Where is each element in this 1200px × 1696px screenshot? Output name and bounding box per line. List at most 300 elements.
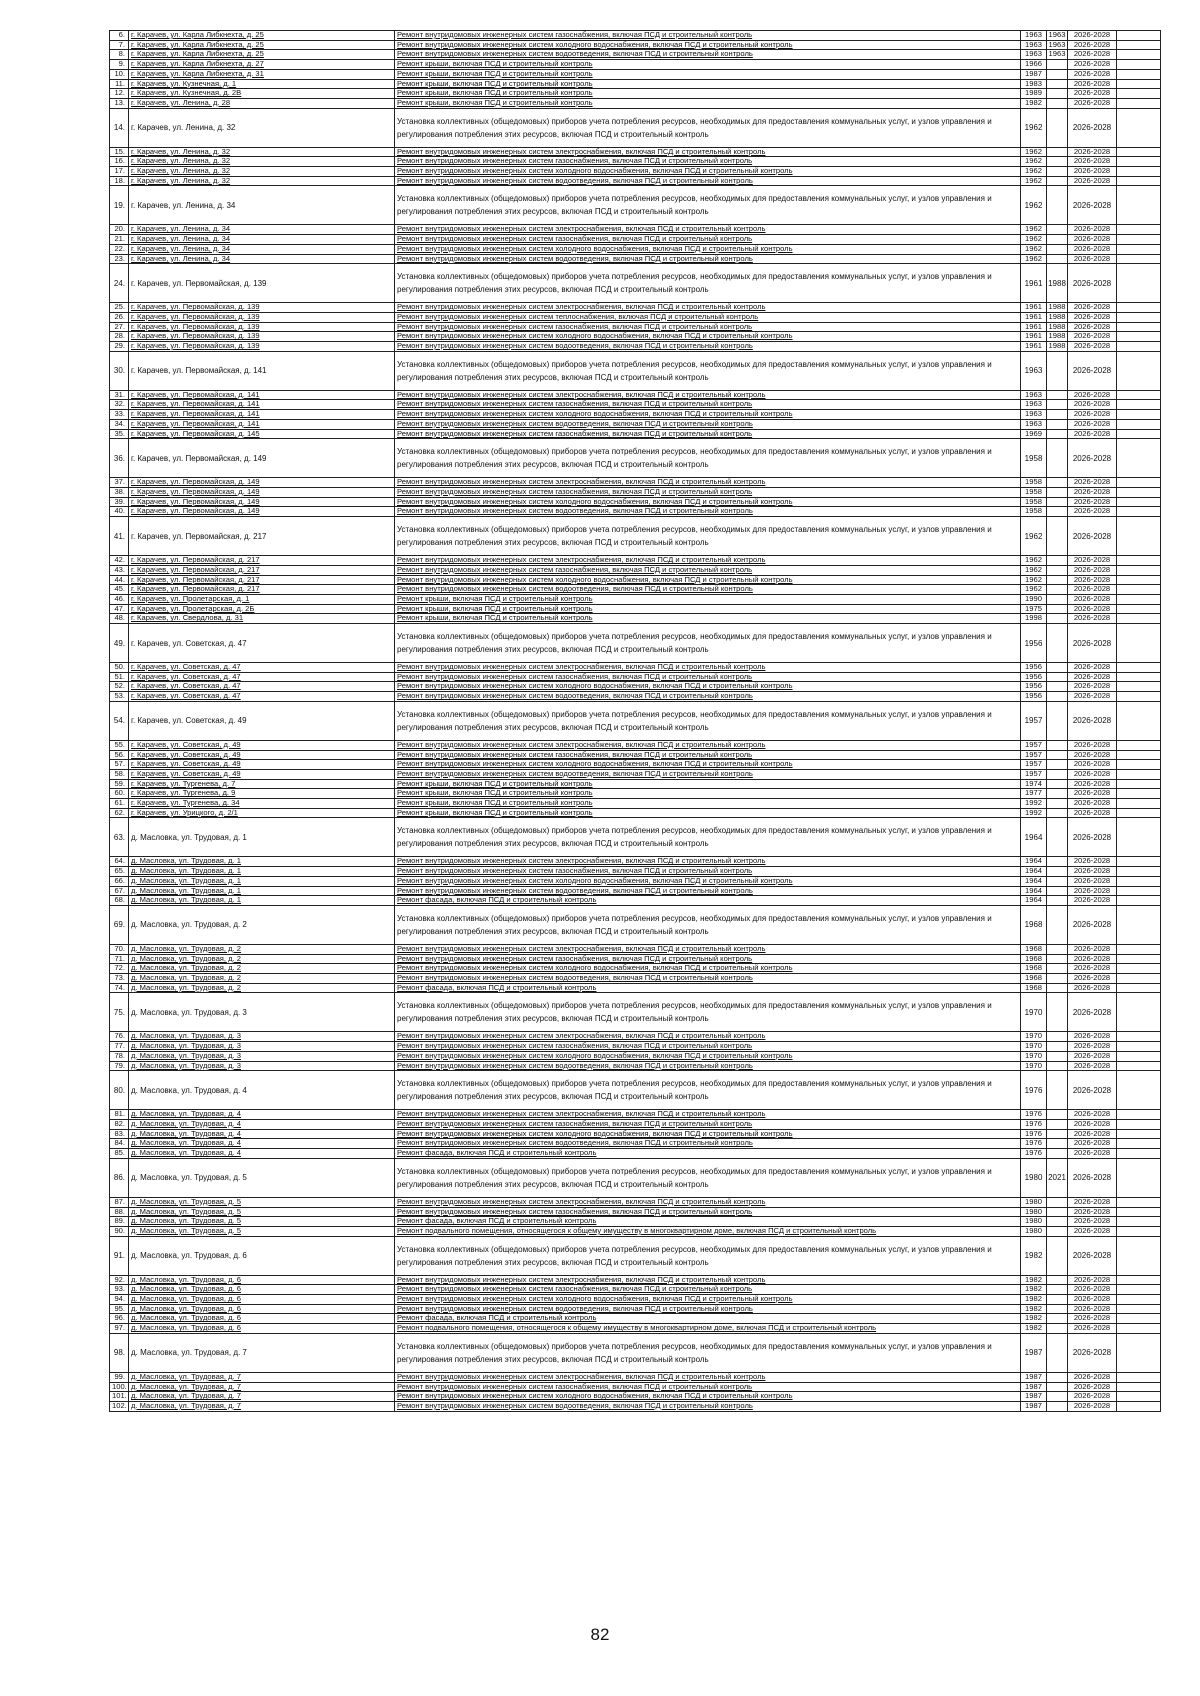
empty-cell	[1117, 808, 1161, 818]
row-number: 68.	[110, 896, 129, 906]
empty-cell	[1117, 663, 1161, 673]
build-year-cell: 1968	[1021, 964, 1047, 974]
table-row	[110, 60, 1161, 70]
empty-cell	[1117, 235, 1161, 245]
empty-cell	[1117, 439, 1161, 478]
build-year-cell: 1961	[1021, 332, 1047, 342]
address-cell: г. Карачев, ул. Советская, д. 47	[129, 672, 395, 682]
last-repair-year-cell	[1047, 98, 1068, 108]
build-year-cell: 1964	[1021, 896, 1047, 906]
row-number: 98.	[110, 1333, 129, 1372]
last-repair-year-cell	[1047, 983, 1068, 993]
last-repair-year-cell: 1988	[1047, 312, 1068, 322]
empty-cell	[1117, 390, 1161, 400]
empty-cell	[1117, 244, 1161, 254]
row-number: 7.	[110, 40, 129, 50]
last-repair-year-cell	[1047, 944, 1068, 954]
table-row	[110, 1304, 1161, 1314]
planned-period-cell: 2026-2028	[1068, 507, 1117, 517]
row-number: 61.	[110, 799, 129, 809]
build-year-cell: 1963	[1021, 351, 1047, 390]
row-number: 16.	[110, 157, 129, 167]
row-number: 62.	[110, 808, 129, 818]
address-cell: д. Масловка, ул. Трудовая, д. 2	[129, 954, 395, 964]
last-repair-year-cell	[1047, 682, 1068, 692]
table-row	[110, 235, 1161, 245]
row-number: 84.	[110, 1139, 129, 1149]
repair-schedule-table	[109, 30, 1161, 1412]
work-type-cell: Ремонт внутридомовых инженерных систем водоотведения, включая ПСД и строительный контроль	[395, 1401, 1021, 1411]
empty-cell	[1117, 497, 1161, 507]
build-year-cell: 1962	[1021, 235, 1047, 245]
row-number: 55.	[110, 740, 129, 750]
address-cell: г. Карачев, ул. Ленина, д. 32	[129, 108, 395, 147]
work-type-cell: Ремонт внутридомовых инженерных систем холодного водоснабжения, включая ПСД и строительный контроль	[395, 964, 1021, 974]
planned-period-cell: 2026-2028	[1068, 1120, 1117, 1130]
row-number: 82.	[110, 1120, 129, 1130]
row-number: 81.	[110, 1110, 129, 1120]
row-number: 63.	[110, 818, 129, 857]
planned-period-cell: 2026-2028	[1068, 964, 1117, 974]
table-row	[110, 1051, 1161, 1061]
row-number: 100.	[110, 1382, 129, 1392]
work-type-cell: Ремонт внутридомовых инженерных систем электроснабжения, включая ПСД и строительный контроль	[395, 1275, 1021, 1285]
planned-period-cell: 2026-2028	[1068, 1032, 1117, 1042]
empty-cell	[1117, 614, 1161, 624]
empty-cell	[1117, 585, 1161, 595]
build-year-cell: 1987	[1021, 1401, 1047, 1411]
empty-cell	[1117, 692, 1161, 702]
work-type-cell: Ремонт внутридомовых инженерных систем электроснабжения, включая ПСД и строительный контроль	[395, 478, 1021, 488]
address-cell: г. Карачев, ул. Пролетарская, д. 1	[129, 594, 395, 604]
work-type-cell: Ремонт внутридомовых инженерных систем газоснабжения, включая ПСД и строительный контроль	[395, 672, 1021, 682]
row-number: 74.	[110, 983, 129, 993]
row-number: 53.	[110, 692, 129, 702]
last-repair-year-cell	[1047, 993, 1068, 1032]
work-type-cell: Установка коллективных (общедомовых) приборов учета потребления ресурсов, необходимых для предоставления коммунальных услуг, и узлов управления и регулирования потребления этих ресурсов, включая ПСД и строительный контроль	[395, 905, 1021, 944]
planned-period-cell: 2026-2028	[1068, 585, 1117, 595]
build-year-cell: 1957	[1021, 760, 1047, 770]
row-number: 13.	[110, 98, 129, 108]
empty-cell	[1117, 1226, 1161, 1236]
build-year-cell: 1974	[1021, 779, 1047, 789]
row-number: 60.	[110, 789, 129, 799]
table-row	[110, 799, 1161, 809]
address-cell: г. Карачев, ул. Первомайская, д. 217	[129, 575, 395, 585]
planned-period-cell: 2026-2028	[1068, 604, 1117, 614]
table-row	[110, 750, 1161, 760]
planned-period-cell: 2026-2028	[1068, 264, 1117, 303]
address-cell: д. Масловка, ул. Трудовая, д. 1	[129, 886, 395, 896]
work-type-cell: Установка коллективных (общедомовых) приборов учета потребления ресурсов, необходимых для предоставления коммунальных услуг, и узлов управления и регулирования потребления этих ресурсов, включая ПСД и строительный контроль	[395, 439, 1021, 478]
table-row	[110, 1129, 1161, 1139]
build-year-cell: 1963	[1021, 40, 1047, 50]
build-year-cell: 1980	[1021, 1197, 1047, 1207]
last-repair-year-cell	[1047, 692, 1068, 702]
empty-cell	[1117, 1382, 1161, 1392]
empty-cell	[1117, 98, 1161, 108]
work-type-cell: Ремонт фасада, включая ПСД и строительный контроль	[395, 983, 1021, 993]
work-type-cell: Ремонт фасада, включая ПСД и строительный контроль	[395, 1314, 1021, 1324]
build-year-cell: 1968	[1021, 905, 1047, 944]
document-page	[109, 30, 1160, 1412]
build-year-cell: 1976	[1021, 1110, 1047, 1120]
build-year-cell: 1970	[1021, 1042, 1047, 1052]
empty-cell	[1117, 31, 1161, 41]
build-year-cell: 1977	[1021, 789, 1047, 799]
row-number: 96.	[110, 1314, 129, 1324]
planned-period-cell: 2026-2028	[1068, 1401, 1117, 1411]
table-row	[110, 487, 1161, 497]
work-type-cell: Ремонт внутридомовых инженерных систем водоотведения, включая ПСД и строительный контроль	[395, 1139, 1021, 1149]
table-row	[110, 390, 1161, 400]
row-number: 17.	[110, 167, 129, 177]
row-number: 34.	[110, 419, 129, 429]
table-row	[110, 478, 1161, 488]
empty-cell	[1117, 876, 1161, 886]
empty-cell	[1117, 993, 1161, 1032]
table-row	[110, 672, 1161, 682]
table-row	[110, 818, 1161, 857]
address-cell: д. Масловка, ул. Трудовая, д. 5	[129, 1226, 395, 1236]
address-cell: г. Карачев, ул. Ленина, д. 34	[129, 254, 395, 264]
last-repair-year-cell	[1047, 604, 1068, 614]
work-type-cell: Ремонт внутридомовых инженерных систем водоотведения, включая ПСД и строительный контроль	[395, 585, 1021, 595]
row-number: 27.	[110, 322, 129, 332]
work-type-cell: Ремонт внутридомовых инженерных систем водоотведения, включая ПСД и строительный контроль	[395, 342, 1021, 352]
address-cell: д. Масловка, ул. Трудовая, д. 3	[129, 1032, 395, 1042]
build-year-cell: 1961	[1021, 322, 1047, 332]
row-number: 30.	[110, 351, 129, 390]
table-row	[110, 993, 1161, 1032]
work-type-cell: Ремонт внутридомовых инженерных систем электроснабжения, включая ПСД и строительный контроль	[395, 1110, 1021, 1120]
planned-period-cell: 2026-2028	[1068, 944, 1117, 954]
row-number: 39.	[110, 497, 129, 507]
build-year-cell: 1958	[1021, 497, 1047, 507]
empty-cell	[1117, 1061, 1161, 1071]
last-repair-year-cell	[1047, 157, 1068, 167]
empty-cell	[1117, 701, 1161, 740]
work-type-cell: Установка коллективных (общедомовых) приборов учета потребления ресурсов, необходимых для предоставления коммунальных услуг, и узлов управления и регулирования потребления этих ресурсов, включая ПСД и строительный контроль	[395, 186, 1021, 225]
table-row	[110, 40, 1161, 50]
row-number: 32.	[110, 400, 129, 410]
planned-period-cell: 2026-2028	[1068, 974, 1117, 984]
address-cell: г. Карачев, ул. Карла Либкнехта, д. 25	[129, 31, 395, 41]
empty-cell	[1117, 79, 1161, 89]
empty-cell	[1117, 954, 1161, 964]
address-cell: г. Карачев, ул. Первомайская, д. 149	[129, 487, 395, 497]
empty-cell	[1117, 186, 1161, 225]
table-row	[110, 1207, 1161, 1217]
empty-cell	[1117, 575, 1161, 585]
last-repair-year-cell	[1047, 594, 1068, 604]
planned-period-cell: 2026-2028	[1068, 50, 1117, 60]
address-cell: г. Карачев, ул. Советская, д. 47	[129, 682, 395, 692]
last-repair-year-cell	[1047, 517, 1068, 556]
address-cell: г. Карачев, ул. Советская, д. 49	[129, 769, 395, 779]
address-cell: д. Масловка, ул. Трудовая, д. 5	[129, 1207, 395, 1217]
last-repair-year-cell	[1047, 614, 1068, 624]
table-row	[110, 1120, 1161, 1130]
planned-period-cell: 2026-2028	[1068, 682, 1117, 692]
empty-cell	[1117, 254, 1161, 264]
address-cell: г. Карачев, ул. Первомайская, д. 141	[129, 390, 395, 400]
work-type-cell: Ремонт внутридомовых инженерных систем холодного водоснабжения, включая ПСД и строительный контроль	[395, 1129, 1021, 1139]
build-year-cell: 1957	[1021, 701, 1047, 740]
address-cell: г. Карачев, ул. Первомайская, д. 141	[129, 410, 395, 420]
build-year-cell: 1962	[1021, 575, 1047, 585]
build-year-cell: 1962	[1021, 585, 1047, 595]
table-row	[110, 1061, 1161, 1071]
build-year-cell: 1956	[1021, 692, 1047, 702]
row-number: 69.	[110, 905, 129, 944]
empty-cell	[1117, 1149, 1161, 1159]
build-year-cell: 1957	[1021, 750, 1047, 760]
row-number: 57.	[110, 760, 129, 770]
build-year-cell: 1980	[1021, 1158, 1047, 1197]
table-row	[110, 974, 1161, 984]
build-year-cell: 1958	[1021, 487, 1047, 497]
row-number: 89.	[110, 1217, 129, 1227]
last-repair-year-cell	[1047, 1333, 1068, 1372]
address-cell: г. Карачев, ул. Советская, д. 47	[129, 624, 395, 663]
row-number: 65.	[110, 867, 129, 877]
planned-period-cell: 2026-2028	[1068, 487, 1117, 497]
build-year-cell: 1980	[1021, 1207, 1047, 1217]
address-cell: д. Масловка, ул. Трудовая, д. 1	[129, 876, 395, 886]
build-year-cell: 1976	[1021, 1149, 1047, 1159]
work-type-cell: Ремонт крыши, включая ПСД и строительный контроль	[395, 779, 1021, 789]
table-row	[110, 886, 1161, 896]
row-number: 35.	[110, 429, 129, 439]
build-year-cell: 1956	[1021, 672, 1047, 682]
work-type-cell: Ремонт внутридомовых инженерных систем водоотведения, включая ПСД и строительный контроль	[395, 692, 1021, 702]
empty-cell	[1117, 410, 1161, 420]
table-row	[110, 663, 1161, 673]
row-number: 87.	[110, 1197, 129, 1207]
build-year-cell: 1968	[1021, 983, 1047, 993]
planned-period-cell: 2026-2028	[1068, 235, 1117, 245]
table-row	[110, 342, 1161, 352]
empty-cell	[1117, 507, 1161, 517]
table-row	[110, 1149, 1161, 1159]
row-number: 66.	[110, 876, 129, 886]
last-repair-year-cell	[1047, 507, 1068, 517]
address-cell: д. Масловка, ул. Трудовая, д. 2	[129, 944, 395, 954]
empty-cell	[1117, 1071, 1161, 1110]
address-cell: г. Карачев, ул. Первомайская, д. 217	[129, 517, 395, 556]
last-repair-year-cell	[1047, 585, 1068, 595]
build-year-cell: 1969	[1021, 429, 1047, 439]
row-number: 99.	[110, 1372, 129, 1382]
address-cell: г. Карачев, ул. Первомайская, д. 217	[129, 556, 395, 566]
table-row	[110, 1139, 1161, 1149]
build-year-cell: 1982	[1021, 1295, 1047, 1305]
row-number: 72.	[110, 964, 129, 974]
address-cell: г. Карачев, ул. Советская, д. 47	[129, 692, 395, 702]
row-number: 71.	[110, 954, 129, 964]
work-type-cell: Ремонт внутридомовых инженерных систем электроснабжения, включая ПСД и строительный контроль	[395, 1197, 1021, 1207]
empty-cell	[1117, 905, 1161, 944]
last-repair-year-cell	[1047, 1149, 1068, 1159]
row-number: 80.	[110, 1071, 129, 1110]
empty-cell	[1117, 60, 1161, 70]
empty-cell	[1117, 886, 1161, 896]
work-type-cell: Ремонт внутридомовых инженерных систем газоснабжения, включая ПСД и строительный контроль	[395, 235, 1021, 245]
planned-period-cell: 2026-2028	[1068, 342, 1117, 352]
row-number: 101.	[110, 1392, 129, 1402]
row-number: 83.	[110, 1129, 129, 1139]
row-number: 50.	[110, 663, 129, 673]
last-repair-year-cell	[1047, 225, 1068, 235]
row-number: 15.	[110, 147, 129, 157]
last-repair-year-cell	[1047, 750, 1068, 760]
address-cell: г. Карачев, ул. Ленина, д. 28	[129, 98, 395, 108]
build-year-cell: 1964	[1021, 876, 1047, 886]
last-repair-year-cell: 1988	[1047, 303, 1068, 313]
row-number: 38.	[110, 487, 129, 497]
last-repair-year-cell	[1047, 1197, 1068, 1207]
table-row	[110, 69, 1161, 79]
planned-period-cell: 2026-2028	[1068, 390, 1117, 400]
row-number: 73.	[110, 974, 129, 984]
planned-period-cell: 2026-2028	[1068, 1129, 1117, 1139]
work-type-cell: Ремонт крыши, включая ПСД и строительный контроль	[395, 808, 1021, 818]
row-number: 22.	[110, 244, 129, 254]
build-year-cell: 1970	[1021, 1051, 1047, 1061]
row-number: 90.	[110, 1226, 129, 1236]
table-row	[110, 1032, 1161, 1042]
empty-cell	[1117, 351, 1161, 390]
empty-cell	[1117, 565, 1161, 575]
empty-cell	[1117, 769, 1161, 779]
address-cell: г. Карачев, ул. Тургенева, д. 7	[129, 779, 395, 789]
planned-period-cell: 2026-2028	[1068, 1139, 1117, 1149]
empty-cell	[1117, 974, 1161, 984]
row-number: 40.	[110, 507, 129, 517]
work-type-cell: Ремонт фасада, включая ПСД и строительный контроль	[395, 896, 1021, 906]
work-type-cell: Ремонт внутридомовых инженерных систем водоотведения, включая ПСД и строительный контроль	[395, 974, 1021, 984]
empty-cell	[1117, 857, 1161, 867]
address-cell: г. Карачев, ул. Урицкого, д. 2/1	[129, 808, 395, 818]
planned-period-cell: 2026-2028	[1068, 886, 1117, 896]
last-repair-year-cell	[1047, 1304, 1068, 1314]
planned-period-cell: 2026-2028	[1068, 556, 1117, 566]
empty-cell	[1117, 750, 1161, 760]
address-cell: г. Карачев, ул. Карла Либкнехта, д. 31	[129, 69, 395, 79]
address-cell: г. Карачев, ул. Ленина, д. 32	[129, 167, 395, 177]
planned-period-cell: 2026-2028	[1068, 750, 1117, 760]
work-type-cell: Ремонт внутридомовых инженерных систем газоснабжения, включая ПСД и строительный контроль	[395, 1120, 1021, 1130]
table-row	[110, 556, 1161, 566]
address-cell: д. Масловка, ул. Трудовая, д. 1	[129, 867, 395, 877]
build-year-cell: 1958	[1021, 507, 1047, 517]
table-row	[110, 244, 1161, 254]
empty-cell	[1117, 779, 1161, 789]
planned-period-cell: 2026-2028	[1068, 692, 1117, 702]
table-row	[110, 254, 1161, 264]
table-row	[110, 1042, 1161, 1052]
build-year-cell: 1982	[1021, 1236, 1047, 1275]
table-row	[110, 857, 1161, 867]
table-row	[110, 565, 1161, 575]
planned-period-cell: 2026-2028	[1068, 225, 1117, 235]
work-type-cell: Ремонт внутридомовых инженерных систем холодного водоснабжения, включая ПСД и строительный контроль	[395, 497, 1021, 507]
work-type-cell: Ремонт внутридомовых инженерных систем газоснабжения, включая ПСД и строительный контроль	[395, 322, 1021, 332]
empty-cell	[1117, 400, 1161, 410]
address-cell: г. Карачев, ул. Советская, д. 49	[129, 740, 395, 750]
table-row	[110, 1197, 1161, 1207]
row-number: 92.	[110, 1275, 129, 1285]
planned-period-cell: 2026-2028	[1068, 818, 1117, 857]
table-row	[110, 1314, 1161, 1324]
planned-period-cell: 2026-2028	[1068, 419, 1117, 429]
work-type-cell: Ремонт внутридомовых инженерных систем газоснабжения, включая ПСД и строительный контроль	[395, 1382, 1021, 1392]
table-row	[110, 50, 1161, 60]
planned-period-cell: 2026-2028	[1068, 79, 1117, 89]
planned-period-cell: 2026-2028	[1068, 429, 1117, 439]
planned-period-cell: 2026-2028	[1068, 40, 1117, 50]
table-row	[110, 954, 1161, 964]
last-repair-year-cell	[1047, 235, 1068, 245]
empty-cell	[1117, 789, 1161, 799]
last-repair-year-cell	[1047, 1236, 1068, 1275]
row-number: 33.	[110, 410, 129, 420]
last-repair-year-cell	[1047, 1071, 1068, 1110]
last-repair-year-cell	[1047, 769, 1068, 779]
table-row	[110, 575, 1161, 585]
last-repair-year-cell	[1047, 624, 1068, 663]
row-number: 51.	[110, 672, 129, 682]
last-repair-year-cell	[1047, 808, 1068, 818]
table-row	[110, 89, 1161, 99]
address-cell: г. Карачев, ул. Советская, д. 49	[129, 750, 395, 760]
address-cell: г. Карачев, ул. Первомайская, д. 149	[129, 439, 395, 478]
build-year-cell: 1982	[1021, 1314, 1047, 1324]
row-number: 54.	[110, 701, 129, 740]
build-year-cell: 1998	[1021, 614, 1047, 624]
planned-period-cell: 2026-2028	[1068, 1392, 1117, 1402]
table-row	[110, 108, 1161, 147]
address-cell: г. Карачев, ул. Первомайская, д. 149	[129, 497, 395, 507]
table-row	[110, 303, 1161, 313]
table-row	[110, 585, 1161, 595]
work-type-cell: Ремонт внутридомовых инженерных систем водоотведения, включая ПСД и строительный контроль	[395, 419, 1021, 429]
empty-cell	[1117, 1042, 1161, 1052]
planned-period-cell: 2026-2028	[1068, 808, 1117, 818]
work-type-cell: Ремонт фасада, включая ПСД и строительный контроль	[395, 1217, 1021, 1227]
last-repair-year-cell	[1047, 108, 1068, 147]
planned-period-cell: 2026-2028	[1068, 799, 1117, 809]
table-row	[110, 312, 1161, 322]
address-cell: г. Карачев, ул. Карла Либкнехта, д. 25	[129, 40, 395, 50]
empty-cell	[1117, 1392, 1161, 1402]
address-cell: г. Карачев, ул. Первомайская, д. 141	[129, 351, 395, 390]
address-cell: д. Масловка, ул. Трудовая, д. 7	[129, 1382, 395, 1392]
empty-cell	[1117, 1207, 1161, 1217]
last-repair-year-cell	[1047, 176, 1068, 186]
address-cell: г. Карачев, ул. Первомайская, д. 141	[129, 419, 395, 429]
planned-period-cell: 2026-2028	[1068, 186, 1117, 225]
last-repair-year-cell: 1963	[1047, 50, 1068, 60]
last-repair-year-cell: 1963	[1047, 40, 1068, 50]
row-number: 64.	[110, 857, 129, 867]
address-cell: д. Масловка, ул. Трудовая, д. 4	[129, 1120, 395, 1130]
build-year-cell: 1976	[1021, 1120, 1047, 1130]
last-repair-year-cell	[1047, 672, 1068, 682]
last-repair-year-cell	[1047, 79, 1068, 89]
empty-cell	[1117, 517, 1161, 556]
